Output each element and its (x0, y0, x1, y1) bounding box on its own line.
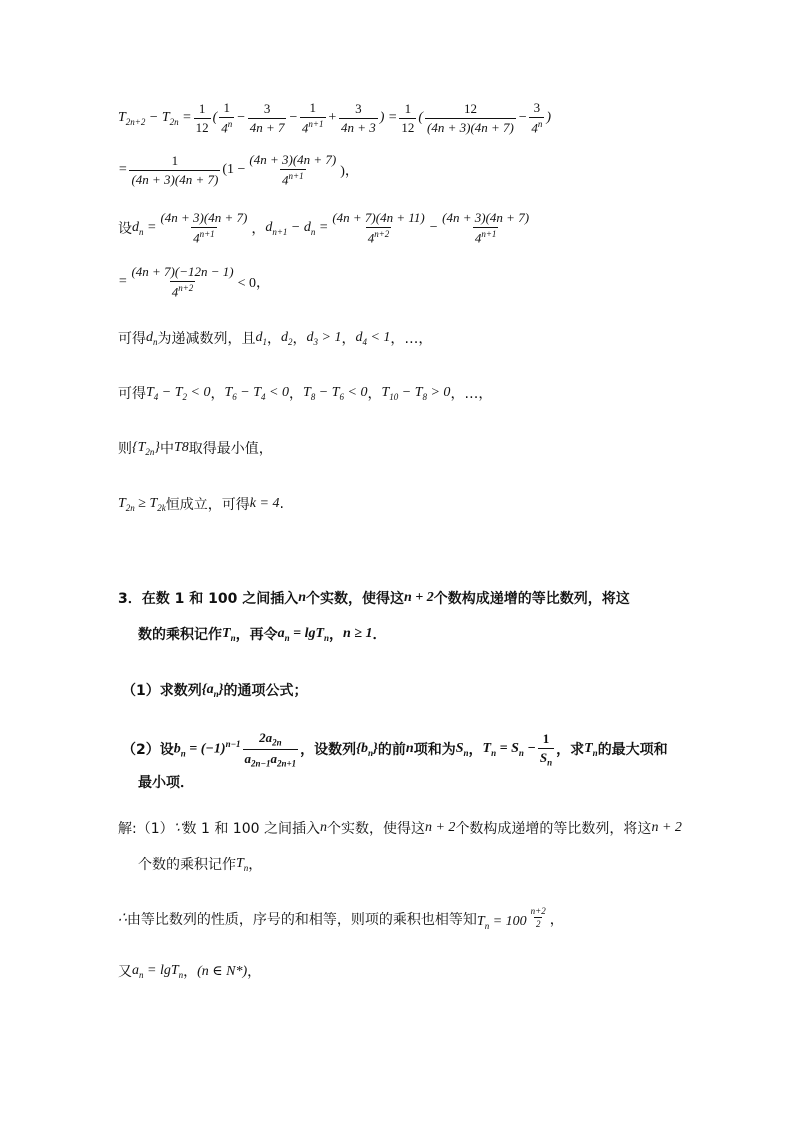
text-line-7: 则 $\{T_{2n}\}$ 中 T8 取得最小值， (118, 439, 273, 457)
text-line-6: 可得 $T_4 - T_2 < 0$ ， $T_6 - T_4 < 0$ ， $T_8 - T_6 < 0$ ， $T_{10} - T_8 > 0$ ，…， (118, 384, 493, 402)
solution-line-2: 个数的乘积记作 $T_n$ ， (138, 855, 263, 873)
solution-line-1: 解:（1） ∵ 数 1 和 100 之间插入 n 个实数，使得这 n + 2 个数构成递增的等比数列，将这 n + 2 (118, 820, 682, 837)
problem-3-part-2: （2）设 $b_n = (-1)^{n-1}$ $\frac{2a_{2n}}{a_{2n-1}a_{2n+1}}$ ，设数列 $\{b_n\}$ 的前 n 项和为 $S_n$ ， $T_n = S_n$ − $\frac{1}{S_n}$ ，求 $T_n$ 的最大项和 (122, 730, 668, 769)
problem-3-part-1: （1）求数列 $\{a_n\}$ 的通项公式； (122, 681, 308, 699)
equation-line-4: = $\frac{(4n + 7)(-12n - 1)}{4^{n+2}}$ < 0， (118, 264, 270, 300)
text-line-8: $T_{2n} \ge T_{2k}$ 恒成立，可得 k = 4 . (118, 495, 284, 513)
equation-line-1: $T_{2n+2} - T_{2n}$ = $\frac{1}{12}$ ( $\frac{1}{4^n}$ − $\frac{3}{4n + 7}$ − $\frac{1}{4^{n+1}}$ + $\frac{3}{4n + 3}$ ) = $\frac{1}{12}$ ( $\frac{12}{(4n + 3)(4n + 7)}$ − $\frac{3}{4^n}$ ) (118, 100, 552, 136)
solution-line-4: 又 $a_n = \lg T_n$ ， (n ∈ N*) ， (118, 962, 262, 980)
problem-3-line-1: 3．在数 1 和 100 之间插入 n 个实数，使得这 n + 2 个数构成递增的等比数列，将这 (118, 590, 630, 607)
equation-line-2: = $\frac{1}{(4n + 3)(4n + 7)}$ (1 − $\frac{(4n + 3)(4n + 7)}{4^{n+1}}$ )， (118, 152, 359, 188)
problem-3-part-2-cont: 最小项． (138, 775, 194, 791)
equation-line-3: 设 $d_n$ = $\frac{(4n + 3)(4n + 7)}{4^{n+1}}$ ， $d_{n+1} - d_n$ = $\frac{(4n + 7)(4n + 11)}{4^{n+2}}$ − $\frac{(4n + 3)(4n + 7)}{4^{n+1}}$ (118, 210, 530, 246)
solution-line-3: ∴ 由等比数列的性质，序号的和相等，则项的乘积也相等知 $T_n = 100$ $^{\frac{n+2}{2}}$ ， (118, 906, 564, 932)
problem-3-line-2: 数的乘积记作 $T_n$ ，再令 $a_n = \lg T_n$ ， n ≥ 1 ． (138, 625, 387, 643)
text-line-5: 可得 $d_n$ 为递减数列，且 $d_1$ ， $d_2$ ， $d_3 > 1$ ， $d_4 < 1$ ，…， (118, 329, 433, 347)
